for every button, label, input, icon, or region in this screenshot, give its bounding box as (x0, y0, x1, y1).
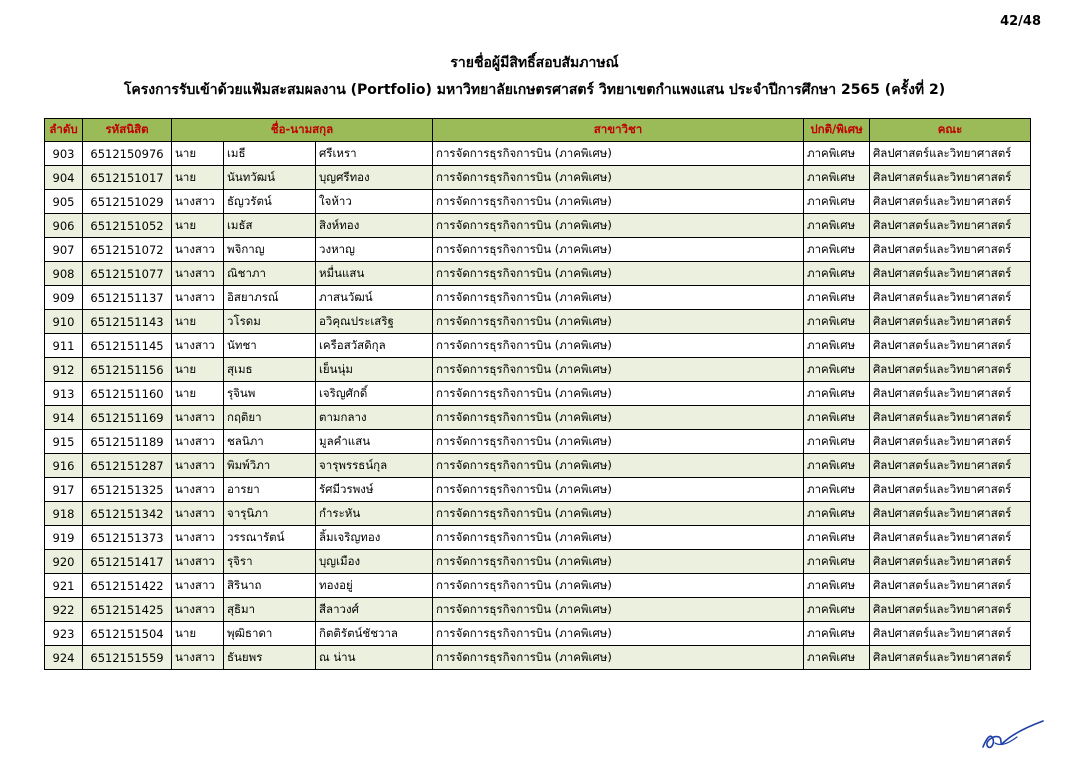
cell-seq: 918 (45, 502, 83, 526)
cell-name-title: นาย (172, 622, 224, 646)
cell-faculty: ศิลปศาสตร์และวิทยาศาสตร์ (870, 430, 1031, 454)
cell-faculty: ศิลปศาสตร์และวิทยาศาสตร์ (870, 574, 1031, 598)
cell-major: การจัดการธุรกิจการบิน (ภาคพิเศษ) (433, 334, 804, 358)
header-name: ชื่อ-นามสกุล (172, 119, 433, 142)
table-row (45, 406, 1031, 430)
cell-name-title: นางสาว (172, 502, 224, 526)
cell-student-id: 6512151052 (83, 214, 172, 238)
cell-program: ภาคพิเศษ (804, 574, 870, 598)
cell-first-name: เมธัส (224, 214, 316, 238)
cell-last-name: ทองอยู่ (316, 574, 433, 598)
cell-last-name: มูลคำแสน (316, 430, 433, 454)
cell-seq: 914 (45, 406, 83, 430)
cell-student-id: 6512151342 (83, 502, 172, 526)
table-row (45, 598, 1031, 622)
cell-first-name: พิมพ์วิภา (224, 454, 316, 478)
cell-faculty: ศิลปศาสตร์และวิทยาศาสตร์ (870, 238, 1031, 262)
cell-major: การจัดการธุรกิจการบิน (ภาคพิเศษ) (433, 406, 804, 430)
cell-student-id: 6512151077 (83, 262, 172, 286)
cell-name-title: นาย (172, 214, 224, 238)
cell-faculty: ศิลปศาสตร์และวิทยาศาสตร์ (870, 646, 1031, 670)
cell-last-name: เจริญศักดิ์ (316, 382, 433, 406)
cell-seq: 904 (45, 166, 83, 190)
cell-name-title: นาย (172, 310, 224, 334)
cell-faculty: ศิลปศาสตร์และวิทยาศาสตร์ (870, 478, 1031, 502)
cell-first-name: วรรณารัตน์ (224, 526, 316, 550)
cell-name-title: นางสาว (172, 334, 224, 358)
cell-name-title: นางสาว (172, 598, 224, 622)
cell-first-name: สิรินาถ (224, 574, 316, 598)
cell-faculty: ศิลปศาสตร์และวิทยาศาสตร์ (870, 214, 1031, 238)
cell-program: ภาคพิเศษ (804, 142, 870, 166)
cell-name-title: นางสาว (172, 238, 224, 262)
cell-name-title: นางสาว (172, 190, 224, 214)
cell-program: ภาคพิเศษ (804, 310, 870, 334)
cell-program: ภาคพิเศษ (804, 646, 870, 670)
table-row (45, 502, 1031, 526)
cell-major: การจัดการธุรกิจการบิน (ภาคพิเศษ) (433, 646, 804, 670)
cell-faculty: ศิลปศาสตร์และวิทยาศาสตร์ (870, 166, 1031, 190)
cell-last-name: ศรีเหรา (316, 142, 433, 166)
cell-last-name: วงหาญ (316, 238, 433, 262)
cell-faculty: ศิลปศาสตร์และวิทยาศาสตร์ (870, 262, 1031, 286)
table-row (45, 262, 1031, 286)
cell-student-id: 6512151422 (83, 574, 172, 598)
table-row (45, 574, 1031, 598)
cell-name-title: นาย (172, 358, 224, 382)
cell-seq: 907 (45, 238, 83, 262)
cell-faculty: ศิลปศาสตร์และวิทยาศาสตร์ (870, 190, 1031, 214)
cell-last-name: ภาสนวัฒน์ (316, 286, 433, 310)
cell-name-title: นางสาว (172, 406, 224, 430)
cell-first-name: วโรดม (224, 310, 316, 334)
cell-major: การจัดการธุรกิจการบิน (ภาคพิเศษ) (433, 550, 804, 574)
cell-major: การจัดการธุรกิจการบิน (ภาคพิเศษ) (433, 190, 804, 214)
cell-student-id: 6512151417 (83, 550, 172, 574)
cell-student-id: 6512151017 (83, 166, 172, 190)
cell-major: การจัดการธุรกิจการบิน (ภาคพิเศษ) (433, 382, 804, 406)
cell-program: ภาคพิเศษ (804, 238, 870, 262)
table-row (45, 142, 1031, 166)
table-row (45, 550, 1031, 574)
cell-name-title: นาย (172, 166, 224, 190)
table-row (45, 646, 1031, 670)
cell-first-name: อิสยาภรณ์ (224, 286, 316, 310)
cell-seq: 917 (45, 478, 83, 502)
cell-program: ภาคพิเศษ (804, 550, 870, 574)
header-major: สาขาวิชา (433, 119, 804, 142)
cell-name-title: นาย (172, 142, 224, 166)
cell-student-id: 6512151072 (83, 238, 172, 262)
cell-last-name: รัศมีวรพงษ์ (316, 478, 433, 502)
cell-program: ภาคพิเศษ (804, 622, 870, 646)
cell-name-title: นาย (172, 382, 224, 406)
cell-seq: 915 (45, 430, 83, 454)
cell-student-id: 6512151156 (83, 358, 172, 382)
table-row (45, 382, 1031, 406)
table-row (45, 334, 1031, 358)
cell-faculty: ศิลปศาสตร์และวิทยาศาสตร์ (870, 334, 1031, 358)
cell-program: ภาคพิเศษ (804, 526, 870, 550)
cell-faculty: ศิลปศาสตร์และวิทยาศาสตร์ (870, 454, 1031, 478)
cell-seq: 906 (45, 214, 83, 238)
cell-seq: 912 (45, 358, 83, 382)
cell-student-id: 6512151029 (83, 190, 172, 214)
cell-major: การจัดการธุรกิจการบิน (ภาคพิเศษ) (433, 262, 804, 286)
cell-student-id: 6512151373 (83, 526, 172, 550)
cell-seq: 916 (45, 454, 83, 478)
cell-program: ภาคพิเศษ (804, 262, 870, 286)
cell-last-name: จารุพรรธน์กุล (316, 454, 433, 478)
cell-name-title: นางสาว (172, 550, 224, 574)
page-subtitle: โครงการรับเข้าด้วยแฟ้มสะสมผลงาน (Portfolio) มหาวิทยาลัยเกษตรศาสตร์ วิทยาเขตกำแพงแสน ประจำปีการศึกษา 2565 (ครั้งที่ 2) (123, 82, 946, 98)
cell-faculty: ศิลปศาสตร์และวิทยาศาสตร์ (870, 598, 1031, 622)
cell-program: ภาคพิเศษ (804, 190, 870, 214)
table-header-row (45, 119, 1031, 142)
cell-last-name: บุญเมือง (316, 550, 433, 574)
cell-program: ภาคพิเศษ (804, 502, 870, 526)
cell-major: การจัดการธุรกิจการบิน (ภาคพิเศษ) (433, 526, 804, 550)
cell-major: การจัดการธุรกิจการบิน (ภาคพิเศษ) (433, 238, 804, 262)
cell-last-name: สีลาวงศ์ (316, 598, 433, 622)
cell-last-name: สิงห์ทอง (316, 214, 433, 238)
cell-program: ภาคพิเศษ (804, 382, 870, 406)
signature-image (977, 713, 1047, 755)
cell-name-title: นางสาว (172, 454, 224, 478)
cell-seq: 921 (45, 574, 83, 598)
cell-student-id: 6512151143 (83, 310, 172, 334)
cell-name-title: นางสาว (172, 646, 224, 670)
cell-major: การจัดการธุรกิจการบิน (ภาคพิเศษ) (433, 574, 804, 598)
table-body (45, 142, 1031, 670)
cell-last-name: ใจห้าว (316, 190, 433, 214)
cell-first-name: จารุนิภา (224, 502, 316, 526)
cell-program: ภาคพิเศษ (804, 430, 870, 454)
header-faculty: คณะ (870, 119, 1031, 142)
cell-major: การจัดการธุรกิจการบิน (ภาคพิเศษ) (433, 142, 804, 166)
cell-student-id: 6512151504 (83, 622, 172, 646)
header-student-id: รหัสนิสิต (83, 119, 172, 142)
cell-faculty: ศิลปศาสตร์และวิทยาศาสตร์ (870, 526, 1031, 550)
cell-first-name: สุธิมา (224, 598, 316, 622)
table-row (45, 214, 1031, 238)
cell-name-title: นางสาว (172, 286, 224, 310)
cell-last-name: บุญศรีทอง (316, 166, 433, 190)
cell-seq: 909 (45, 286, 83, 310)
cell-last-name: อวิคุณประเสริฐ (316, 310, 433, 334)
cell-name-title: นางสาว (172, 526, 224, 550)
table-row (45, 238, 1031, 262)
cell-last-name: หมื่นแสน (316, 262, 433, 286)
cell-name-title: นางสาว (172, 574, 224, 598)
table-row (45, 358, 1031, 382)
cell-seq: 920 (45, 550, 83, 574)
cell-faculty: ศิลปศาสตร์และวิทยาศาสตร์ (870, 286, 1031, 310)
cell-seq: 913 (45, 382, 83, 406)
cell-major: การจัดการธุรกิจการบิน (ภาคพิเศษ) (433, 286, 804, 310)
cell-last-name: ตามกลาง (316, 406, 433, 430)
cell-first-name: พุฒิธาดา (224, 622, 316, 646)
cell-student-id: 6512150976 (83, 142, 172, 166)
cell-name-title: นางสาว (172, 478, 224, 502)
table-row (45, 166, 1031, 190)
page-title: รายชื่อผู้มีสิทธิ์สอบสัมภาษณ์ (450, 55, 619, 71)
header-seq: ลำดับ (45, 119, 83, 142)
cell-student-id: 6512151137 (83, 286, 172, 310)
cell-major: การจัดการธุรกิจการบิน (ภาคพิเศษ) (433, 454, 804, 478)
table-row (45, 478, 1031, 502)
cell-faculty: ศิลปศาสตร์และวิทยาศาสตร์ (870, 382, 1031, 406)
cell-seq: 905 (45, 190, 83, 214)
cell-last-name: กำระหัน (316, 502, 433, 526)
cell-faculty: ศิลปศาสตร์และวิทยาศาสตร์ (870, 310, 1031, 334)
table-row (45, 190, 1031, 214)
table-row (45, 622, 1031, 646)
cell-major: การจัดการธุรกิจการบิน (ภาคพิเศษ) (433, 310, 804, 334)
table-row (45, 526, 1031, 550)
cell-seq: 923 (45, 622, 83, 646)
cell-seq: 903 (45, 142, 83, 166)
cell-major: การจัดการธุรกิจการบิน (ภาคพิเศษ) (433, 358, 804, 382)
cell-student-id: 6512151559 (83, 646, 172, 670)
cell-program: ภาคพิเศษ (804, 406, 870, 430)
cell-first-name: ธัญวรัตน์ (224, 190, 316, 214)
cell-first-name: นัทชา (224, 334, 316, 358)
cell-first-name: กฤติยา (224, 406, 316, 430)
cell-seq: 910 (45, 310, 83, 334)
cell-name-title: นางสาว (172, 262, 224, 286)
cell-student-id: 6512151169 (83, 406, 172, 430)
cell-faculty: ศิลปศาสตร์และวิทยาศาสตร์ (870, 406, 1031, 430)
cell-first-name: รุจินพ (224, 382, 316, 406)
cell-first-name: รุจิรา (224, 550, 316, 574)
table-row (45, 286, 1031, 310)
cell-faculty: ศิลปศาสตร์และวิทยาศาสตร์ (870, 622, 1031, 646)
cell-first-name: เมธี (224, 142, 316, 166)
cell-program: ภาคพิเศษ (804, 214, 870, 238)
cell-last-name: เย็นนุ่ม (316, 358, 433, 382)
cell-program: ภาคพิเศษ (804, 454, 870, 478)
cell-last-name: ลิ้มเจริญทอง (316, 526, 433, 550)
cell-first-name: ณิชาภา (224, 262, 316, 286)
table-row (45, 430, 1031, 454)
cell-student-id: 6512151425 (83, 598, 172, 622)
cell-first-name: ชลนิภา (224, 430, 316, 454)
cell-program: ภาคพิเศษ (804, 478, 870, 502)
cell-program: ภาคพิเศษ (804, 358, 870, 382)
cell-student-id: 6512151189 (83, 430, 172, 454)
cell-seq: 911 (45, 334, 83, 358)
candidate-table (44, 118, 1031, 670)
cell-first-name: อารยา (224, 478, 316, 502)
cell-seq: 922 (45, 598, 83, 622)
cell-major: การจัดการธุรกิจการบิน (ภาคพิเศษ) (433, 502, 804, 526)
header-program: ปกติ/พิเศษ (804, 119, 870, 142)
cell-first-name: สุเมธ (224, 358, 316, 382)
table-row (45, 454, 1031, 478)
table-row (45, 310, 1031, 334)
cell-seq: 919 (45, 526, 83, 550)
cell-program: ภาคพิเศษ (804, 286, 870, 310)
page-number: 42/48 (1000, 14, 1041, 29)
cell-student-id: 6512151287 (83, 454, 172, 478)
cell-major: การจัดการธุรกิจการบิน (ภาคพิเศษ) (433, 430, 804, 454)
cell-major: การจัดการธุรกิจการบิน (ภาคพิเศษ) (433, 598, 804, 622)
cell-program: ภาคพิเศษ (804, 334, 870, 358)
cell-student-id: 6512151145 (83, 334, 172, 358)
cell-faculty: ศิลปศาสตร์และวิทยาศาสตร์ (870, 502, 1031, 526)
cell-major: การจัดการธุรกิจการบิน (ภาคพิเศษ) (433, 622, 804, 646)
cell-first-name: นันทวัฒน์ (224, 166, 316, 190)
cell-student-id: 6512151160 (83, 382, 172, 406)
cell-major: การจัดการธุรกิจการบิน (ภาคพิเศษ) (433, 214, 804, 238)
cell-faculty: ศิลปศาสตร์และวิทยาศาสตร์ (870, 142, 1031, 166)
cell-last-name: ณ น่าน (316, 646, 433, 670)
cell-name-title: นางสาว (172, 430, 224, 454)
cell-program: ภาคพิเศษ (804, 166, 870, 190)
cell-seq: 924 (45, 646, 83, 670)
cell-major: การจัดการธุรกิจการบิน (ภาคพิเศษ) (433, 166, 804, 190)
cell-program: ภาคพิเศษ (804, 598, 870, 622)
cell-seq: 908 (45, 262, 83, 286)
cell-last-name: กิตติรัตน์ชัชวาล (316, 622, 433, 646)
cell-first-name: ธันยพร (224, 646, 316, 670)
cell-student-id: 6512151325 (83, 478, 172, 502)
cell-last-name: เครือสวัสดิกุล (316, 334, 433, 358)
cell-faculty: ศิลปศาสตร์และวิทยาศาสตร์ (870, 550, 1031, 574)
cell-first-name: พจิกาญ (224, 238, 316, 262)
cell-faculty: ศิลปศาสตร์และวิทยาศาสตร์ (870, 358, 1031, 382)
cell-major: การจัดการธุรกิจการบิน (ภาคพิเศษ) (433, 478, 804, 502)
